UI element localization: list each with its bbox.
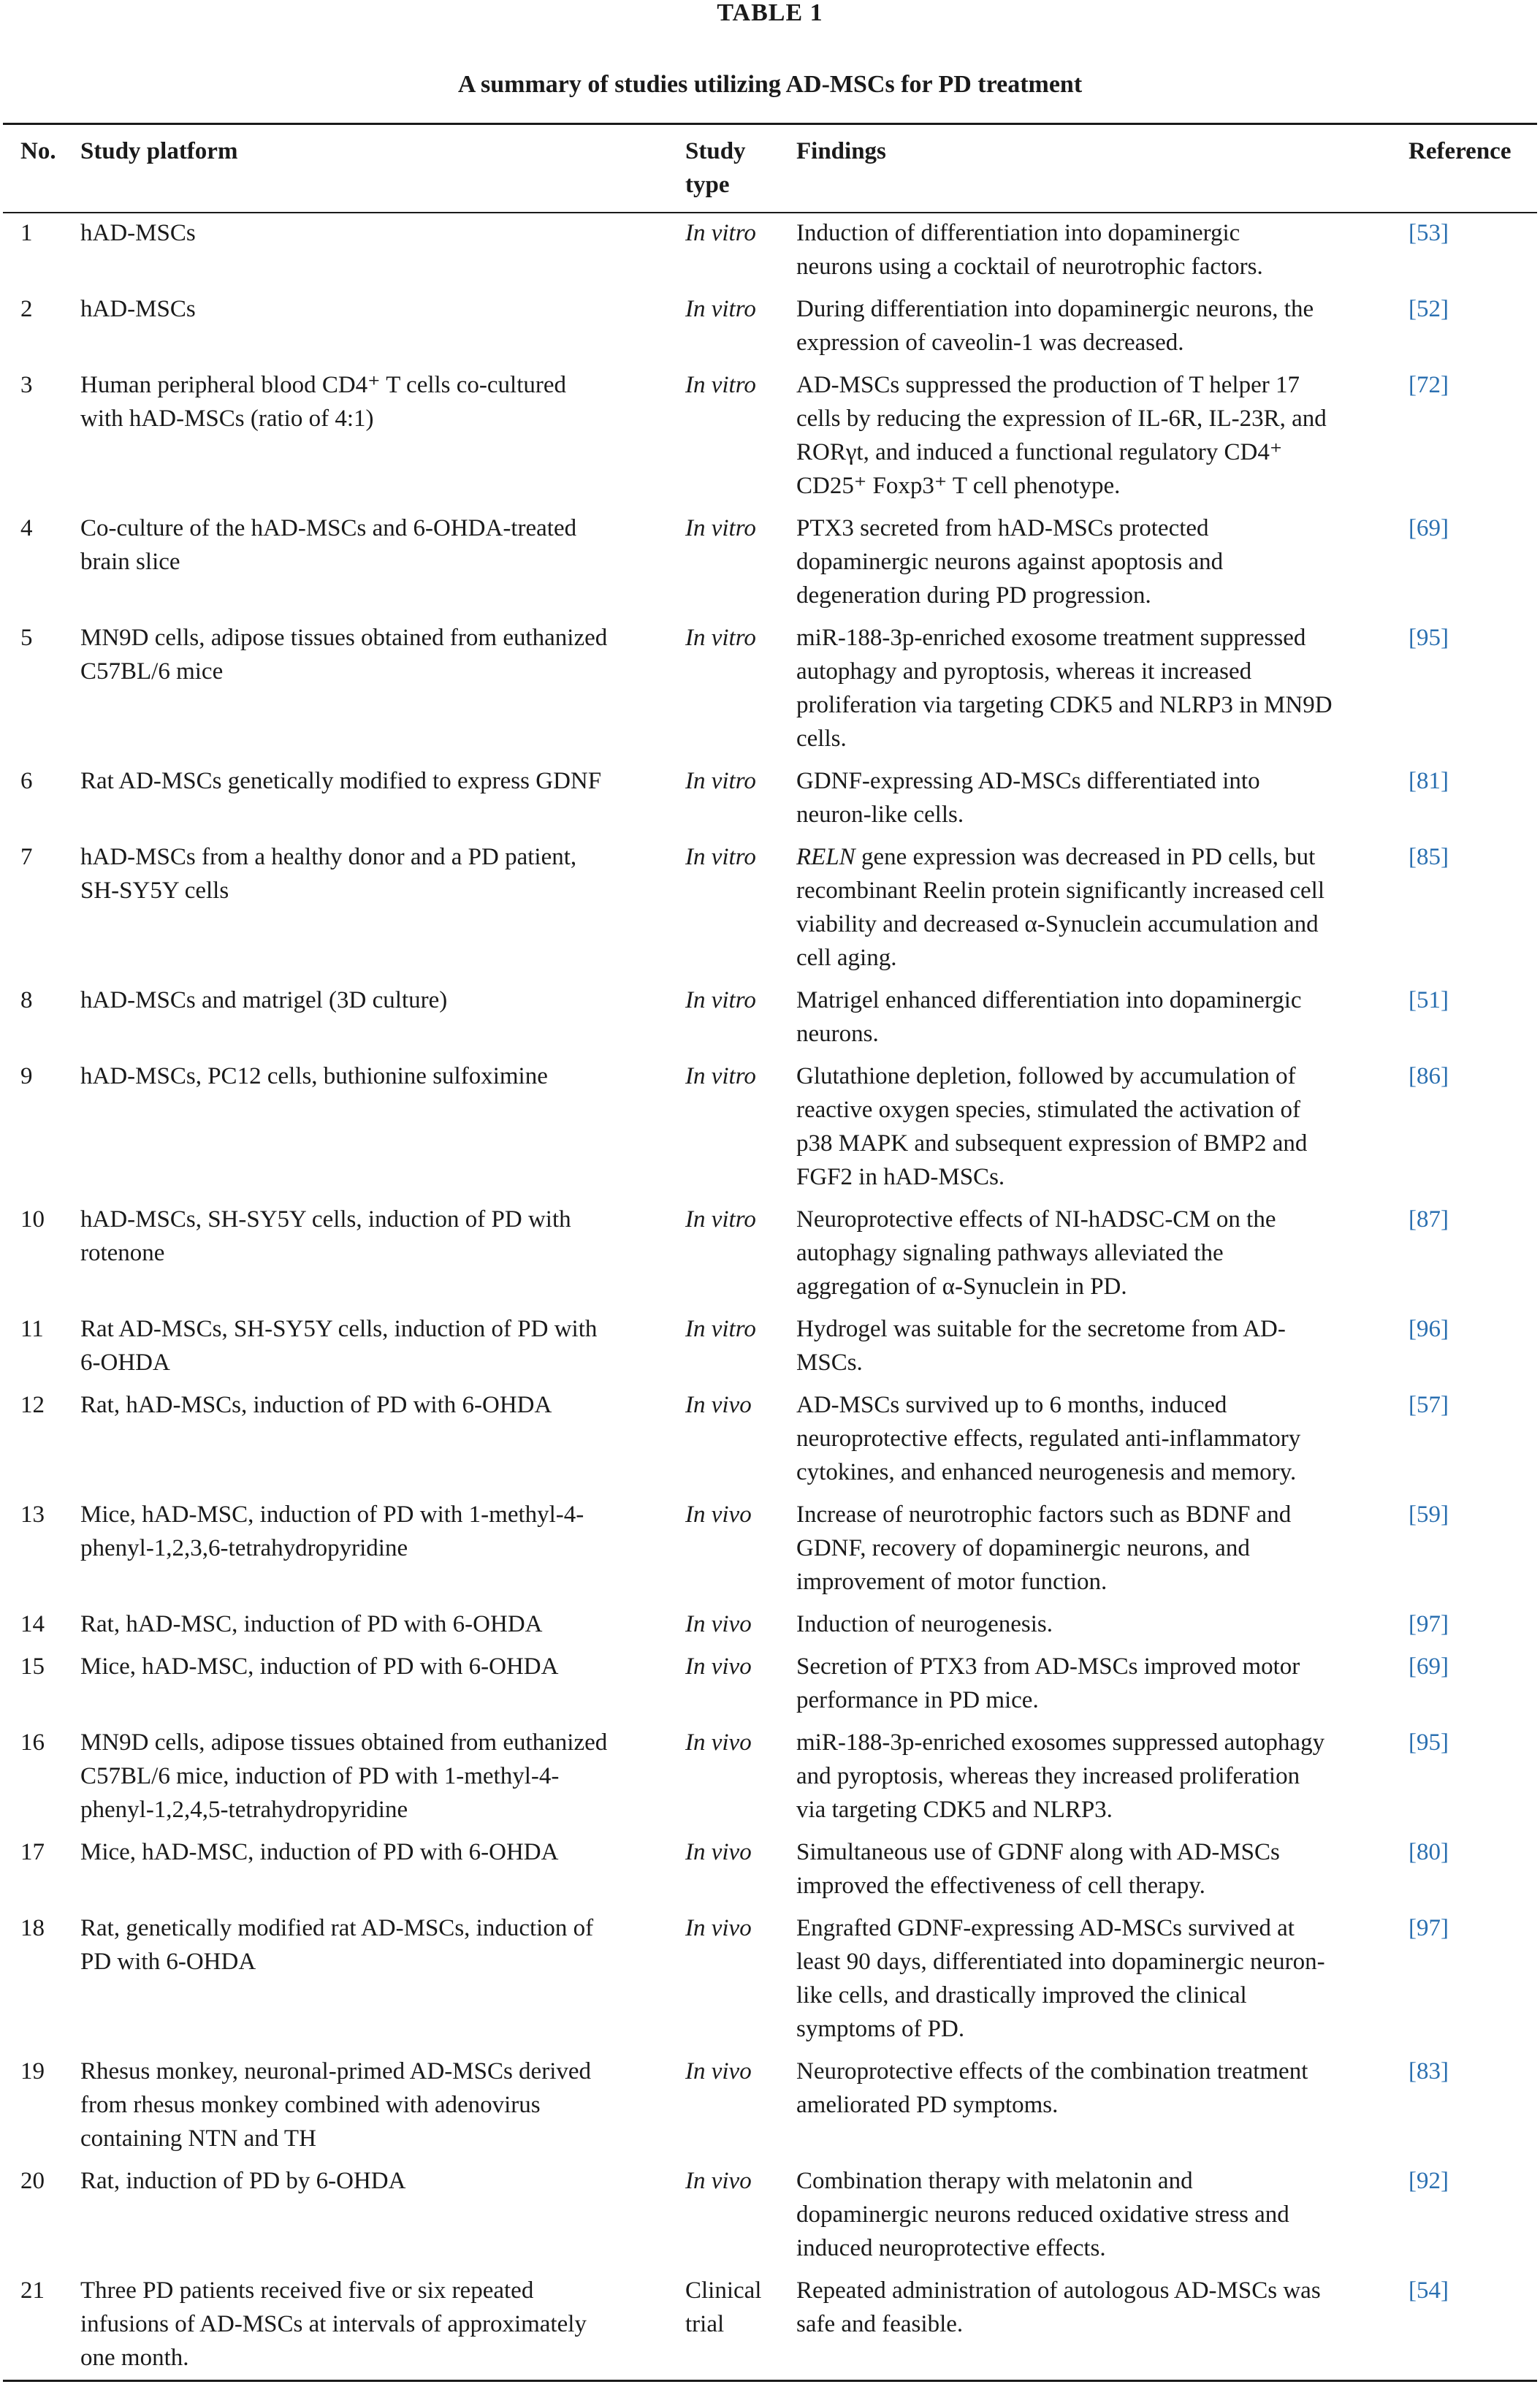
row-study-type-line: In vivo: [685, 1653, 752, 1680]
row-study-type-line: In vitro: [685, 1316, 756, 1342]
row-study-type-line: In vitro: [685, 768, 756, 794]
row-findings-line: like cells, and drastically improved the clinical: [796, 1982, 1247, 2009]
row-findings: [796, 1388, 1395, 1489]
row-study-platform-line: hAD-MSCs, SH-SY5Y cells, induction of PD with: [80, 1206, 571, 1233]
row-study-type-line: In vivo: [685, 2058, 752, 2085]
row-number: 1: [20, 220, 33, 246]
row-findings: [796, 1607, 1395, 1641]
row-study-type: [685, 2274, 784, 2341]
row-study-type: [685, 292, 784, 326]
row-study-type: [685, 1726, 784, 1759]
row-study-platform-line: Human peripheral blood CD4⁺ T cells co-cultured: [80, 372, 567, 398]
row-study-platform-line: Mice, hAD-MSC, induction of PD with 6-OHDA: [80, 1653, 559, 1680]
row-study-platform-line: hAD-MSCs: [80, 296, 196, 322]
row-study-type-line: In vitro: [685, 1063, 756, 1089]
row-findings-line: Simultaneous use of GDNF along with AD-MSCs: [796, 1839, 1280, 1865]
row-reference-link[interactable]: [85]: [1409, 844, 1449, 870]
row-study-platform-line: from rhesus monkey combined with adenovirus: [80, 2092, 541, 2118]
row-study-platform: [80, 1203, 676, 1270]
row-reference-link[interactable]: [87]: [1409, 1206, 1449, 1233]
row-number: 13: [20, 1501, 45, 1528]
row-findings-line: expression of caveolin-1 was decreased.: [796, 330, 1184, 356]
row-study-platform-line: Mice, hAD-MSC, induction of PD with 1-methyl-4-: [80, 1501, 584, 1528]
row-findings: [796, 511, 1395, 612]
row-findings-line: During differentiation into dopaminergic neurons, the: [796, 296, 1314, 322]
row-study-platform-line: C57BL/6 mice, induction of PD with 1-methyl-4-: [80, 1763, 560, 1789]
row-study-type: [685, 368, 784, 402]
row-number: 12: [20, 1392, 45, 1418]
row-study-type: [685, 2164, 784, 2198]
row-study-platform: [80, 621, 676, 688]
table-label: TABLE 1: [717, 0, 823, 26]
row-study-type-line: Clinical: [685, 2277, 762, 2304]
row-findings-line: neuron-like cells.: [796, 802, 964, 828]
row-study-platform: [80, 2274, 676, 2375]
row-findings: [796, 292, 1395, 359]
row-study-platform-line: hAD-MSCs from a healthy donor and a PD patient,: [80, 844, 577, 870]
row-reference-link[interactable]: [69]: [1409, 1653, 1449, 1680]
row-findings-line: MSCs.: [796, 1349, 863, 1376]
row-number: 14: [20, 1611, 45, 1637]
row-number: 4: [20, 515, 33, 541]
row-findings-line: cells by reducing the expression of IL-6R, IL-23R, and: [796, 406, 1327, 432]
row-findings: [796, 2274, 1395, 2341]
row-findings-line: neurons using a cocktail of neurotrophic factors.: [796, 254, 1263, 280]
row-study-type: [685, 1498, 784, 1531]
row-study-platform-line: hAD-MSCs, PC12 cells, buthionine sulfoximine: [80, 1063, 548, 1089]
row-findings-line: recombinant Reelin protein significantly increased cell: [796, 877, 1324, 904]
row-study-platform-line: hAD-MSCs and matrigel (3D culture): [80, 987, 448, 1013]
row-number: 17: [20, 1839, 45, 1865]
row-study-type-line: In vivo: [685, 1729, 752, 1756]
row-number: 5: [20, 625, 33, 651]
row-study-type-line: In vitro: [685, 515, 756, 541]
row-study-platform: [80, 1059, 676, 1093]
row-findings-line: autophagy signaling pathways alleviated the: [796, 1240, 1224, 1266]
row-number: 9: [20, 1063, 33, 1089]
row-study-platform-line: Rat AD-MSCs genetically modified to express GDNF: [80, 768, 602, 794]
row-number: 8: [20, 987, 33, 1013]
row-findings-line: Hydrogel was suitable for the secretome from AD-: [796, 1316, 1286, 1342]
row-number: 19: [20, 2058, 45, 2085]
row-study-type-line: In vivo: [685, 2168, 752, 2194]
header-study-type: [685, 134, 784, 202]
row-study-platform-line: Co-culture of the hAD-MSCs and 6-OHDA-treated: [80, 515, 577, 541]
row-findings-line: dopaminergic neurons reduced oxidative stress and: [796, 2201, 1289, 2228]
table-top-rule: [3, 123, 1537, 125]
row-reference-link[interactable]: [53]: [1409, 220, 1449, 246]
row-study-platform: [80, 1388, 676, 1422]
row-findings: [796, 1203, 1395, 1303]
row-study-platform: [80, 2164, 676, 2198]
row-findings-line: Combination therapy with melatonin and: [796, 2168, 1193, 2194]
row-study-type-line: In vitro: [685, 625, 756, 651]
row-findings-line: Increase of neurotrophic factors such as BDNF and: [796, 1501, 1292, 1528]
row-findings-line: viability and decreased α-Synuclein accumulation and: [796, 911, 1319, 937]
row-study-platform: [80, 1498, 676, 1565]
row-study-platform: [80, 983, 676, 1017]
row-reference-link[interactable]: [92]: [1409, 2168, 1449, 2194]
row-study-platform-line: containing NTN and TH: [80, 2125, 316, 2152]
row-findings-line: proliferation via targeting CDK5 and NLRP3 in MN9D: [796, 692, 1333, 718]
row-number: 20: [20, 2168, 45, 2194]
row-study-platform-line: Rhesus monkey, neuronal-primed AD-MSCs derived: [80, 2058, 592, 2085]
table-bottom-rule: [3, 2380, 1537, 2382]
header-reference: Reference: [1409, 138, 1512, 164]
row-findings: [796, 1835, 1395, 1903]
row-findings-line: via targeting CDK5 and NLRP3.: [796, 1797, 1113, 1823]
row-findings-line: least 90 days, differentiated into dopaminergic neuron-: [796, 1949, 1325, 1975]
row-findings-line: degeneration during PD progression.: [796, 582, 1151, 609]
row-findings: [796, 764, 1395, 831]
row-study-type: [685, 2055, 784, 2088]
row-study-type: [685, 621, 784, 655]
row-number: 11: [20, 1316, 44, 1342]
row-findings-line: safe and feasible.: [796, 2311, 964, 2337]
row-study-type: [685, 1911, 784, 1945]
row-findings-line: Glutathione depletion, followed by accumulation of: [796, 1063, 1296, 1089]
row-findings-line: cytokines, and enhanced neurogenesis and memory.: [796, 1459, 1297, 1485]
row-findings-line: neurons.: [796, 1021, 879, 1047]
row-findings: [796, 1726, 1395, 1827]
row-reference-link[interactable]: [95]: [1409, 1729, 1449, 1756]
row-findings-line: cells.: [796, 726, 847, 752]
row-study-platform-line: MN9D cells, adipose tissues obtained from euthanized: [80, 625, 608, 651]
row-findings: [796, 621, 1395, 755]
row-study-platform: [80, 1911, 676, 1979]
header-findings: Findings: [796, 138, 886, 164]
row-study-type-line: In vivo: [685, 1392, 752, 1418]
row-study-type: [685, 511, 784, 545]
row-number: 3: [20, 372, 33, 398]
row-study-type: [685, 1388, 784, 1422]
row-reference-link[interactable]: [54]: [1409, 2277, 1449, 2304]
row-findings: [796, 216, 1395, 283]
row-study-platform-line: hAD-MSCs: [80, 220, 196, 246]
row-findings-line: neuroprotective effects, regulated anti-inflammatory: [796, 1425, 1301, 1452]
row-findings: [796, 1650, 1395, 1717]
row-findings-line: autophagy and pyroptosis, whereas it increased: [796, 658, 1252, 685]
row-study-platform-line: 6-OHDA: [80, 1349, 170, 1376]
row-study-platform-line: C57BL/6 mice: [80, 658, 224, 685]
row-study-platform-line: Rat, genetically modified rat AD-MSCs, induction of: [80, 1915, 594, 1941]
gene-name: RELN: [796, 844, 855, 870]
row-findings-line: Neuroprotective effects of NI-hADSC-CM on the: [796, 1206, 1276, 1233]
row-findings-line: induced neuroprotective effects.: [796, 2235, 1106, 2261]
row-findings-line: Induction of differentiation into dopaminergic: [796, 220, 1240, 246]
row-findings: [796, 1498, 1395, 1599]
row-findings: [796, 368, 1395, 503]
row-study-type: [685, 840, 784, 874]
row-findings-line: PTX3 secreted from hAD-MSCs protected: [796, 515, 1209, 541]
row-study-platform: [80, 840, 676, 907]
row-reference-link[interactable]: [86]: [1409, 1063, 1449, 1089]
row-study-type-line: In vivo: [685, 1611, 752, 1637]
row-study-type-line: In vitro: [685, 296, 756, 322]
row-study-type: [685, 1059, 784, 1093]
header-study-type-line2: type: [685, 172, 730, 198]
row-reference-link[interactable]: [72]: [1409, 372, 1449, 398]
row-study-type: [685, 1835, 784, 1869]
row-study-type-line: In vitro: [685, 844, 756, 870]
row-findings-line: performance in PD mice.: [796, 1687, 1039, 1713]
row-study-platform: [80, 292, 676, 326]
row-findings: [796, 2164, 1395, 2265]
row-number: 2: [20, 296, 33, 322]
row-reference-link[interactable]: [51]: [1409, 987, 1449, 1013]
row-study-platform-line: PD with 6-OHDA: [80, 1949, 256, 1975]
row-study-platform-line: Three PD patients received five or six repeated: [80, 2277, 534, 2304]
row-findings-text: gene expression was decreased in PD cells, but: [855, 844, 1316, 870]
row-findings-line: Secretion of PTX3 from AD-MSCs improved motor: [796, 1653, 1300, 1680]
row-study-type-line: In vitro: [685, 1206, 756, 1233]
row-findings-line: dopaminergic neurons against apoptosis and: [796, 549, 1224, 575]
row-reference-link[interactable]: [52]: [1409, 296, 1449, 322]
row-findings-line: Engrafted GDNF-expressing AD-MSCs survived at: [796, 1915, 1295, 1941]
row-study-platform: [80, 2055, 676, 2155]
row-findings: [796, 1312, 1395, 1379]
row-findings-line: and pyroptosis, whereas they increased proliferation: [796, 1763, 1300, 1789]
row-study-type: [685, 216, 784, 250]
row-study-type: [685, 764, 784, 798]
row-study-type-line: In vitro: [685, 372, 756, 398]
row-study-type-line: trial: [685, 2311, 725, 2337]
row-study-platform-line: Rat, hAD-MSC, induction of PD with 6-OHDA: [80, 1611, 543, 1637]
row-study-type: [685, 1650, 784, 1683]
row-study-type-line: In vivo: [685, 1915, 752, 1941]
row-findings-line: aggregation of α-Synuclein in PD.: [796, 1274, 1127, 1300]
row-study-type: [685, 983, 784, 1017]
row-findings-line: improved the effectiveness of cell therapy.: [796, 1873, 1205, 1899]
row-findings-line: ameliorated PD symptoms.: [796, 2092, 1059, 2118]
row-study-platform: [80, 764, 676, 798]
row-study-platform: [80, 1726, 676, 1827]
row-study-platform: [80, 511, 676, 579]
row-findings-line: AD-MSCs suppressed the production of T helper 17: [796, 372, 1300, 398]
row-findings-line: p38 MAPK and subsequent expression of BMP2 and: [796, 1130, 1308, 1157]
row-findings: [796, 840, 1395, 975]
row-reference-link[interactable]: [81]: [1409, 768, 1449, 794]
row-findings: [796, 983, 1395, 1051]
row-findings-line: AD-MSCs survived up to 6 months, induced: [796, 1392, 1227, 1418]
row-findings-line: FGF2 in hAD-MSCs.: [796, 1164, 1005, 1190]
row-findings-line: cell aging.: [796, 945, 897, 971]
row-study-platform-line: brain slice: [80, 549, 180, 575]
row-reference-link[interactable]: [95]: [1409, 625, 1449, 651]
row-number: 10: [20, 1206, 45, 1233]
row-reference-link[interactable]: [59]: [1409, 1501, 1449, 1528]
row-study-platform: [80, 216, 676, 250]
row-findings: [796, 1911, 1395, 2046]
row-findings: [796, 2055, 1395, 2122]
row-study-platform-line: one month.: [80, 2345, 189, 2371]
row-findings-line: improvement of motor function.: [796, 1569, 1108, 1595]
row-findings-line: Matrigel enhanced differentiation into dopaminergic: [796, 987, 1302, 1013]
row-findings-line: GDNF-expressing AD-MSCs differentiated into: [796, 768, 1260, 794]
row-study-type: [685, 1203, 784, 1236]
row-study-type-line: In vitro: [685, 987, 756, 1013]
row-study-platform-line: Mice, hAD-MSC, induction of PD with 6-OHDA: [80, 1839, 559, 1865]
row-study-platform-line: Rat, hAD-MSCs, induction of PD with 6-OHDA: [80, 1392, 552, 1418]
row-number: 21: [20, 2277, 45, 2304]
table-header-row: [0, 134, 1540, 208]
row-study-platform: [80, 1312, 676, 1379]
header-study-type-line1: Study: [685, 138, 746, 164]
row-number: 16: [20, 1729, 45, 1756]
row-study-platform-line: SH-SY5Y cells: [80, 877, 229, 904]
row-study-platform-line: phenyl-1,2,3,6-tetrahydropyridine: [80, 1535, 408, 1561]
row-reference-link[interactable]: [80]: [1409, 1839, 1449, 1865]
row-findings-line: GDNF, recovery of dopaminergic neurons, and: [796, 1535, 1250, 1561]
row-reference-link[interactable]: [96]: [1409, 1316, 1449, 1342]
row-number: 7: [20, 844, 33, 870]
row-findings-line: reactive oxygen species, stimulated the activation of: [796, 1097, 1301, 1123]
row-study-platform-line: infusions of AD-MSCs at intervals of approximately: [80, 2311, 587, 2337]
row-study-type: [685, 1312, 784, 1346]
table-header-rule: [3, 212, 1537, 213]
header-no: No.: [20, 138, 56, 164]
row-findings-line: miR-188-3p-enriched exosomes suppressed autophagy: [796, 1729, 1325, 1756]
row-study-platform-line: Rat, induction of PD by 6-OHDA: [80, 2168, 406, 2194]
row-findings-line: RORγt, and induced a functional regulatory CD4⁺: [796, 439, 1283, 465]
row-number: 18: [20, 1915, 45, 1941]
row-study-platform: [80, 1607, 676, 1641]
row-reference-link[interactable]: [97]: [1409, 1611, 1449, 1637]
row-reference-link[interactable]: [97]: [1409, 1915, 1449, 1941]
row-findings-line: miR-188-3p-enriched exosome treatment suppressed: [796, 625, 1306, 651]
row-findings-line: Induction of neurogenesis.: [796, 1611, 1053, 1637]
header-study-platform: Study platform: [80, 138, 238, 164]
row-findings-line: [796, 840, 1395, 874]
row-findings: [796, 1059, 1395, 1194]
row-reference-link[interactable]: [69]: [1409, 515, 1449, 541]
row-reference-link[interactable]: [83]: [1409, 2058, 1449, 2085]
row-study-type-line: In vivo: [685, 1501, 752, 1528]
row-study-platform: [80, 1835, 676, 1869]
row-findings-line: Repeated administration of autologous AD-MSCs was: [796, 2277, 1321, 2304]
row-number: 6: [20, 768, 33, 794]
row-findings-line: symptoms of PD.: [796, 2016, 965, 2042]
row-reference-link[interactable]: [57]: [1409, 1392, 1449, 1418]
table-caption: A summary of studies utilizing AD-MSCs for PD treatment: [457, 71, 1083, 98]
row-study-platform-line: phenyl-1,2,4,5-tetrahydropyridine: [80, 1797, 408, 1823]
row-study-platform-line: Rat AD-MSCs, SH-SY5Y cells, induction of PD with: [80, 1316, 598, 1342]
row-findings-line: Neuroprotective effects of the combination treatment: [796, 2058, 1308, 2085]
row-study-platform: [80, 368, 676, 435]
row-study-type-line: In vivo: [685, 1839, 752, 1865]
row-findings-line: CD25⁺ Foxp3⁺ T cell phenotype.: [796, 473, 1121, 499]
row-study-type: [685, 1607, 784, 1641]
row-number: 15: [20, 1653, 45, 1680]
row-study-type-line: In vitro: [685, 220, 756, 246]
row-study-platform-line: rotenone: [80, 1240, 165, 1266]
row-study-platform: [80, 1650, 676, 1683]
row-study-platform-line: with hAD-MSCs (ratio of 4:1): [80, 406, 374, 432]
row-study-platform-line: MN9D cells, adipose tissues obtained from euthanized: [80, 1729, 608, 1756]
